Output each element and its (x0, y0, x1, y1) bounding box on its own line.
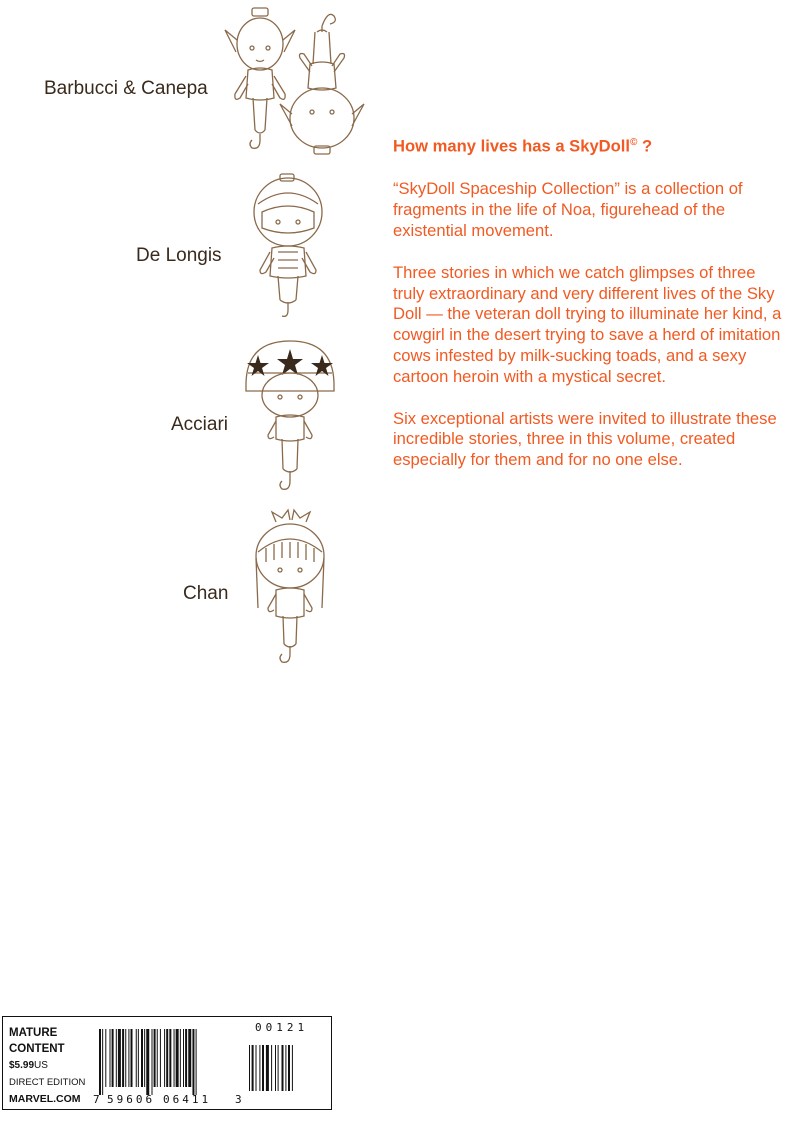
barcode-bar (125, 1029, 126, 1087)
barcode-left-group: 59606 (107, 1093, 156, 1106)
edition-label: DIRECT EDITION (9, 1077, 86, 1088)
barcode-addon-bar (292, 1045, 293, 1091)
barcode-addon-bar (282, 1045, 284, 1091)
artist-label-de-longis: De Longis (136, 245, 222, 266)
barcode-bar (157, 1029, 158, 1087)
barcode-bar (136, 1029, 137, 1087)
barcode-bar (99, 1029, 101, 1095)
barcode-bar (118, 1029, 121, 1087)
barcode-bar (174, 1029, 175, 1087)
barcode-box (2, 1016, 332, 1110)
artist-label-chan: Chan (183, 583, 229, 604)
barcode-addon-bar (275, 1045, 276, 1091)
barcode-bar (169, 1029, 171, 1087)
barcode-bar (141, 1029, 143, 1087)
barcode-bar (138, 1029, 139, 1087)
doll-barbucci-canepa-upside-down-illustration (284, 8, 364, 158)
barcode-number-system: 7 (93, 1093, 100, 1106)
barcode-bar (122, 1029, 124, 1087)
barcode-bar (185, 1029, 187, 1087)
barcode-bar (164, 1029, 165, 1087)
barcode-bar (110, 1029, 111, 1087)
rating-line-1: MATURE (9, 1027, 58, 1039)
barcode-addon-bar (249, 1045, 250, 1091)
barcode-addon-bar (252, 1045, 254, 1091)
artist-label-acciari: Acciari (171, 414, 229, 435)
barcode-bar (146, 1029, 149, 1095)
barcode-bar (180, 1029, 181, 1087)
doll-chan-illustration (240, 508, 340, 668)
barcode-bar (116, 1029, 117, 1087)
barcode-bars (99, 1029, 329, 1097)
barcode-bar (183, 1029, 184, 1087)
barcode-bar (144, 1029, 145, 1087)
website-label: MARVEL.COM (9, 1093, 81, 1105)
doll-de-longis-illustration (244, 172, 334, 322)
doll-acciari-illustration (238, 335, 342, 495)
barcode-addon-bar (288, 1045, 290, 1091)
barcode-bar (176, 1029, 179, 1087)
barcode-addon-bar (278, 1045, 279, 1091)
barcode-addon-bar (271, 1045, 272, 1091)
back-cover-blurb (393, 133, 786, 492)
blurb-heading: How many lives has a SkyDoll© ? (393, 136, 653, 156)
barcode-right-group: 06411 (163, 1093, 212, 1106)
barcode-addon-bar (256, 1045, 257, 1091)
barcode-addon-code: 00121 (255, 1021, 309, 1034)
barcode-check-digit: 3 (235, 1093, 242, 1106)
barcode-bar (196, 1029, 197, 1095)
blurb-paragraph-2: Three stories in which we catch glimpses of three truly extraordinary and very different lives of the Sky Doll — the veteran doll trying to illuminate her kind, a cowgirl in the desert trying to save a herd of imitation cows infested by milk-sucking toads, and a sexy cartoon heroin with a mystical secret. (393, 262, 782, 386)
barcode-bar (112, 1029, 114, 1087)
barcode-bar (188, 1029, 191, 1087)
barcode-bar (128, 1029, 129, 1087)
barcode-bar (102, 1029, 103, 1095)
barcode-bar (105, 1029, 106, 1087)
barcode-addon-bar (262, 1045, 264, 1091)
barcode-bar (131, 1029, 133, 1087)
artist-label-barbucci-canepa: Barbucci & Canepa (44, 78, 208, 99)
blurb-paragraph-3: Six exceptional artists were invited to illustrate these incredible stories, three in this volume, created especially for them and for no one else. (393, 408, 777, 470)
barcode-bar (166, 1029, 168, 1087)
price: $5.99US (9, 1060, 48, 1071)
barcode-addon-bar (259, 1045, 260, 1091)
barcode-bar (154, 1029, 156, 1087)
rating-line-2: CONTENT (9, 1043, 65, 1055)
barcode-bar (152, 1029, 153, 1095)
blurb-paragraph-1: “SkyDoll Spaceship Collection” is a collection of fragments in the life of Noa, figurehead of the existential movement. (393, 179, 743, 240)
barcode-addon-bar (285, 1045, 286, 1091)
barcode-bar (192, 1029, 194, 1095)
barcode-bar (160, 1029, 161, 1087)
barcode-addon-bar (266, 1045, 269, 1091)
